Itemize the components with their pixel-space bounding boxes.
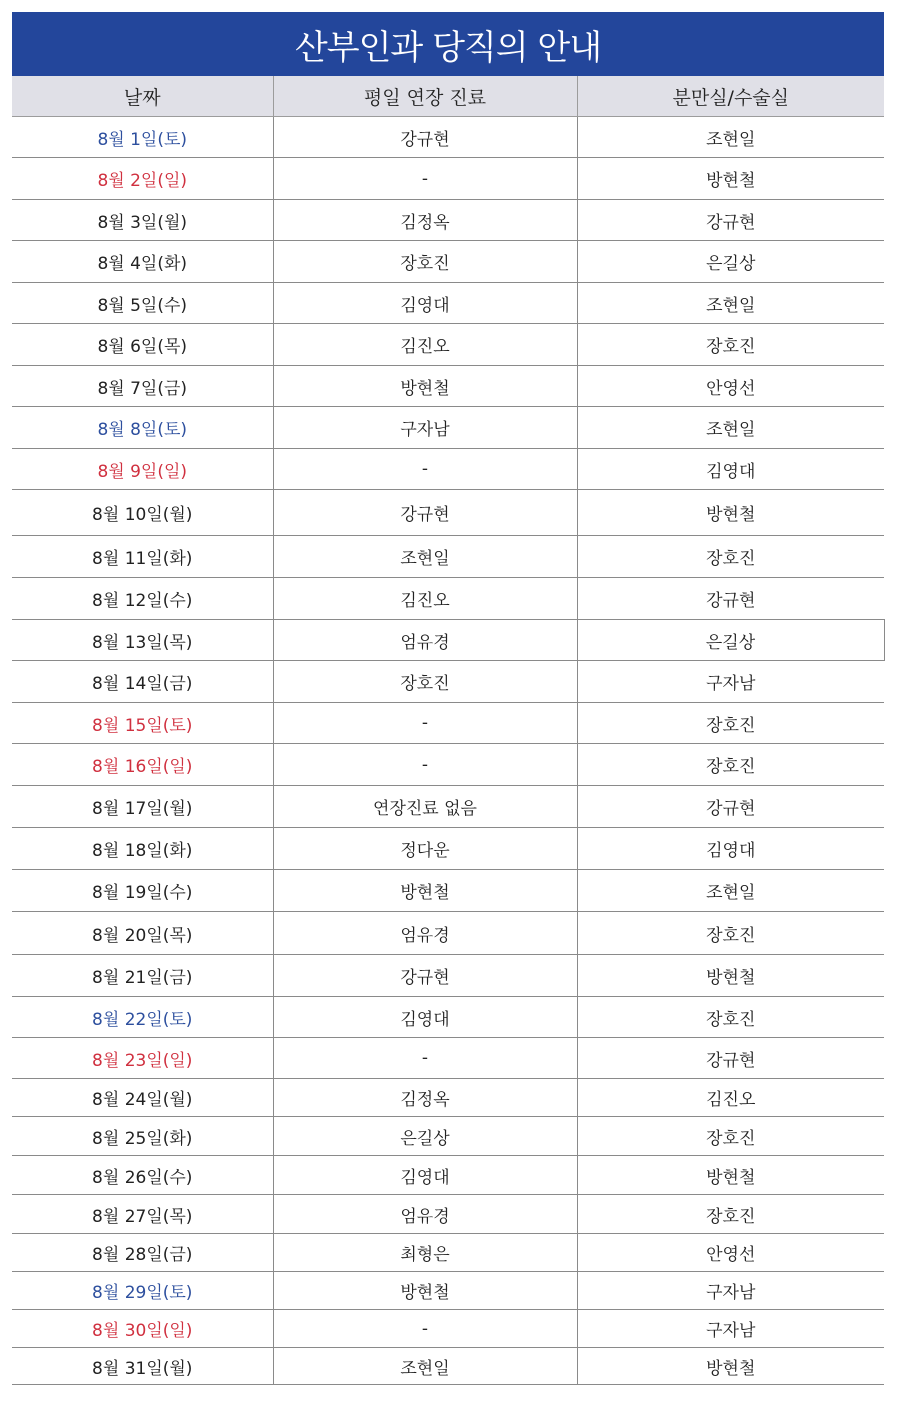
table-row	[12, 241, 884, 283]
date-cell: 8월 4일(화)	[12, 241, 273, 283]
date-cell: 8월 25일(화)	[12, 1117, 273, 1156]
delivery-surgery-cell: 조현일	[577, 407, 884, 449]
delivery-surgery-cell: 은길상	[577, 241, 884, 283]
table-row	[12, 324, 884, 366]
delivery-surgery-cell: 안영선	[577, 1234, 884, 1272]
date-cell: 8월 10일(월)	[12, 490, 273, 536]
extended-care-cell: 김영대	[273, 997, 577, 1038]
extended-care-cell: 은길상	[273, 1117, 577, 1156]
date-cell: 8월 11일(화)	[12, 536, 273, 578]
table-row	[12, 1234, 884, 1272]
extended-care-cell: 엄유경	[273, 620, 577, 661]
date-cell: 8월 8일(토)	[12, 407, 273, 449]
delivery-surgery-cell: 강규현	[577, 200, 884, 241]
delivery-surgery-cell: 장호진	[577, 703, 884, 744]
delivery-surgery-cell: 김영대	[577, 828, 884, 870]
delivery-surgery-cell: 방현철	[577, 955, 884, 997]
date-cell: 8월 13일(목)	[12, 620, 273, 661]
extended-care-cell: 연장진료 없음	[273, 786, 577, 828]
delivery-surgery-cell: 구자남	[577, 1272, 884, 1310]
table-row	[12, 703, 884, 744]
table-row	[12, 117, 884, 158]
extended-care-cell: -	[273, 1038, 577, 1079]
date-cell: 8월 18일(화)	[12, 828, 273, 870]
delivery-surgery-cell: 장호진	[577, 744, 884, 786]
delivery-surgery-cell: 안영선	[577, 366, 884, 407]
table-row	[12, 955, 884, 997]
table-row	[12, 1348, 884, 1385]
extended-care-cell: 구자남	[273, 407, 577, 449]
table-row	[12, 449, 884, 490]
table-row	[12, 158, 884, 200]
extended-care-cell: 강규현	[273, 490, 577, 536]
extended-care-cell: 장호진	[273, 241, 577, 283]
date-cell: 8월 14일(금)	[12, 661, 273, 703]
delivery-surgery-cell: 장호진	[577, 324, 884, 366]
table-row	[12, 536, 884, 578]
header-date: 날짜	[12, 76, 273, 117]
delivery-surgery-cell: 방현철	[577, 490, 884, 536]
table-row	[12, 407, 884, 449]
delivery-surgery-cell: 강규현	[577, 786, 884, 828]
extended-care-cell: 강규현	[273, 117, 577, 158]
date-cell: 8월 12일(수)	[12, 578, 273, 620]
delivery-surgery-cell: 강규현	[577, 578, 884, 620]
delivery-surgery-cell: 장호진	[577, 1195, 884, 1234]
extended-care-cell: 장호진	[273, 661, 577, 703]
extended-care-cell: -	[273, 703, 577, 744]
table-row	[12, 870, 884, 912]
delivery-surgery-cell: 은길상	[577, 620, 884, 661]
date-cell: 8월 7일(금)	[12, 366, 273, 407]
header-delivery-surgery: 분만실/수술실	[577, 76, 884, 117]
delivery-surgery-cell: 조현일	[577, 870, 884, 912]
extended-care-cell: 김진오	[273, 578, 577, 620]
extended-care-cell: 김정옥	[273, 1079, 577, 1117]
date-cell: 8월 24일(월)	[12, 1079, 273, 1117]
table-header-row	[12, 76, 884, 117]
delivery-surgery-cell: 장호진	[577, 536, 884, 578]
page-title: 산부인과 당직의 안내	[12, 12, 884, 76]
extended-care-cell: 엄유경	[273, 912, 577, 955]
table-row	[12, 490, 884, 536]
schedule-table	[12, 76, 885, 1385]
table-row	[12, 744, 884, 786]
date-cell: 8월 15일(토)	[12, 703, 273, 744]
delivery-surgery-cell: 장호진	[577, 997, 884, 1038]
delivery-surgery-cell: 김영대	[577, 449, 884, 490]
table-row	[12, 1156, 884, 1195]
delivery-surgery-cell: 방현철	[577, 1156, 884, 1195]
date-cell: 8월 2일(일)	[12, 158, 273, 200]
extended-care-cell: 김정옥	[273, 200, 577, 241]
extended-care-cell: -	[273, 158, 577, 200]
date-cell: 8월 19일(수)	[12, 870, 273, 912]
date-cell: 8월 23일(일)	[12, 1038, 273, 1079]
table-row	[12, 1117, 884, 1156]
table-row	[12, 1272, 884, 1310]
delivery-surgery-cell: 방현철	[577, 158, 884, 200]
extended-care-cell: 김진오	[273, 324, 577, 366]
delivery-surgery-cell: 구자남	[577, 1310, 884, 1348]
date-cell: 8월 16일(일)	[12, 744, 273, 786]
extended-care-cell: 조현일	[273, 536, 577, 578]
extended-care-cell: 조현일	[273, 1348, 577, 1385]
table-row	[12, 620, 884, 661]
table-row	[12, 283, 884, 324]
extended-care-cell: 최형은	[273, 1234, 577, 1272]
extended-care-cell: -	[273, 744, 577, 786]
delivery-surgery-cell: 방현철	[577, 1348, 884, 1385]
duty-schedule	[12, 12, 884, 1385]
extended-care-cell: -	[273, 1310, 577, 1348]
date-cell: 8월 27일(목)	[12, 1195, 273, 1234]
extended-care-cell: 김영대	[273, 283, 577, 324]
extended-care-cell: -	[273, 449, 577, 490]
delivery-surgery-cell: 장호진	[577, 912, 884, 955]
extended-care-cell: 방현철	[273, 870, 577, 912]
table-row	[12, 661, 884, 703]
table-row	[12, 828, 884, 870]
extended-care-cell: 김영대	[273, 1156, 577, 1195]
delivery-surgery-cell: 김진오	[577, 1079, 884, 1117]
date-cell: 8월 1일(토)	[12, 117, 273, 158]
date-cell: 8월 28일(금)	[12, 1234, 273, 1272]
date-cell: 8월 20일(목)	[12, 912, 273, 955]
date-cell: 8월 3일(월)	[12, 200, 273, 241]
date-cell: 8월 26일(수)	[12, 1156, 273, 1195]
table-row	[12, 1079, 884, 1117]
table-row	[12, 1038, 884, 1079]
extended-care-cell: 방현철	[273, 1272, 577, 1310]
delivery-surgery-cell: 구자남	[577, 661, 884, 703]
table-row	[12, 1310, 884, 1348]
delivery-surgery-cell: 조현일	[577, 117, 884, 158]
extended-care-cell: 강규현	[273, 955, 577, 997]
table-row	[12, 912, 884, 955]
delivery-surgery-cell: 조현일	[577, 283, 884, 324]
date-cell: 8월 5일(수)	[12, 283, 273, 324]
table-row	[12, 366, 884, 407]
table-row	[12, 997, 884, 1038]
date-cell: 8월 30일(일)	[12, 1310, 273, 1348]
header-extended-care: 평일 연장 진료	[273, 76, 577, 117]
extended-care-cell: 방현철	[273, 366, 577, 407]
date-cell: 8월 17일(월)	[12, 786, 273, 828]
date-cell: 8월 9일(일)	[12, 449, 273, 490]
extended-care-cell: 정다운	[273, 828, 577, 870]
table-row	[12, 578, 884, 620]
table-row	[12, 200, 884, 241]
extended-care-cell: 엄유경	[273, 1195, 577, 1234]
date-cell: 8월 29일(토)	[12, 1272, 273, 1310]
date-cell: 8월 22일(토)	[12, 997, 273, 1038]
date-cell: 8월 21일(금)	[12, 955, 273, 997]
date-cell: 8월 31일(월)	[12, 1348, 273, 1385]
table-row	[12, 786, 884, 828]
delivery-surgery-cell: 장호진	[577, 1117, 884, 1156]
delivery-surgery-cell: 강규현	[577, 1038, 884, 1079]
date-cell: 8월 6일(목)	[12, 324, 273, 366]
table-row	[12, 1195, 884, 1234]
table-body	[12, 117, 884, 1385]
